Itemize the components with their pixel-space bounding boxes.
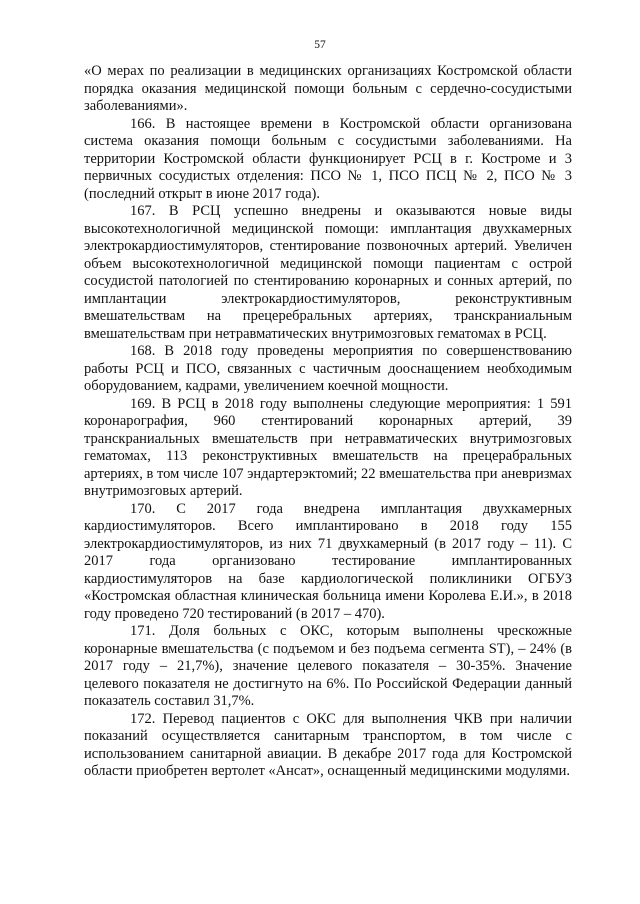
paragraph-172: 172. Перевод пациентов с ОКС для выполнения ЧКВ при наличии показаний осуществляется санитарным транспортом, в том числе с использованием санитарной авиации. В декабре 2017 года для Костромской области приобретен вертолет «Ансат», оснащенный медицинскими модулями.	[84, 710, 572, 779]
paragraph-168: 168. В 2018 году проведены мероприятия по совершенствованию работы РСЦ и ПСО, связанных с частичным дооснащением необходимым оборудованием, кадрами, увеличением коечной мощности.	[84, 343, 572, 394]
paragraph-171: 171. Доля больных с ОКС, которым выполнены чрескожные коронарные вмешательства (с подъемом и без подъема сегмента ST), – 24% (в 2017 году – 21,7%), значение целевого показателя – 30-35%. Значение целевого показателя не достигнуто на 6%. По Российской Федерации данный показатель составил 31,7%.	[84, 623, 572, 709]
paragraph-169: 169. В РСЦ в 2018 году выполнены следующие мероприятия: 1 591 коронарография, 960 стентирований коронарных артерий, 39 транскраниальных вмешательств при нетравматических внутримозговых гематомах, 113 реконструктивных вмешательств на прецерабральных артериях, в том числе 107 эндартерэктомий; 22 вмешательства при аневризмах внутримозговых артерий.	[84, 395, 572, 499]
paragraph-continued: «О мерах по реализации в медицинских организациях Костромской области порядка оказания медицинской помощи больным с сердечно-сосудистыми заболеваниями».	[84, 63, 572, 114]
paragraph-166: 166. В настоящее времени в Костромской области организована система оказания помощи больным с сосудистыми заболеваниями. На территории Костромской области функционирует РСЦ в г. Костроме и 3 первичных сосудистых отделения: ПСО № 1, ПСО ПСЦ № 2, ПСО № 3 (последний открыт в июне 2017 года).	[84, 115, 572, 202]
paragraph-170: 170. С 2017 года внедрена имплантация двухкамерных кардиостимуляторов. Всего имплантировано в 2018 году 155 электрокардиостимуляторов, из них 71 двухкамерный (в 2017 году – 11). С 2017 года организовано тестирование имплантированных кардиостимуляторов на базе кардиологической поликлиники ОГБУЗ «Костромская областная клиническая больница имени Королева Е.И.», в 2018 году проведено 720 тестирований (в 2017 – 470).	[84, 500, 572, 622]
document-body	[84, 63, 572, 781]
paragraph-167: 167. В РСЦ успешно внедрены и оказываются новые виды высокотехнологичной медицинской помощи: имплантация двухкамерных электрокардиостимуляторов, стентирование позвоночных артерий. Увеличен объем высокотехнологичной медицинской помощи пациентам с острой сосудистой патологией по стентированию коронарных и сонных артерий, по имплантации электрокардиостимуляторов, реконструктивным вмешательствам на прецеребральных артериях, транскраниальным вмешательствам при нетравматических внутримозговых гематомах в РСЦ.	[84, 203, 572, 342]
page-number: 57	[314, 39, 326, 51]
